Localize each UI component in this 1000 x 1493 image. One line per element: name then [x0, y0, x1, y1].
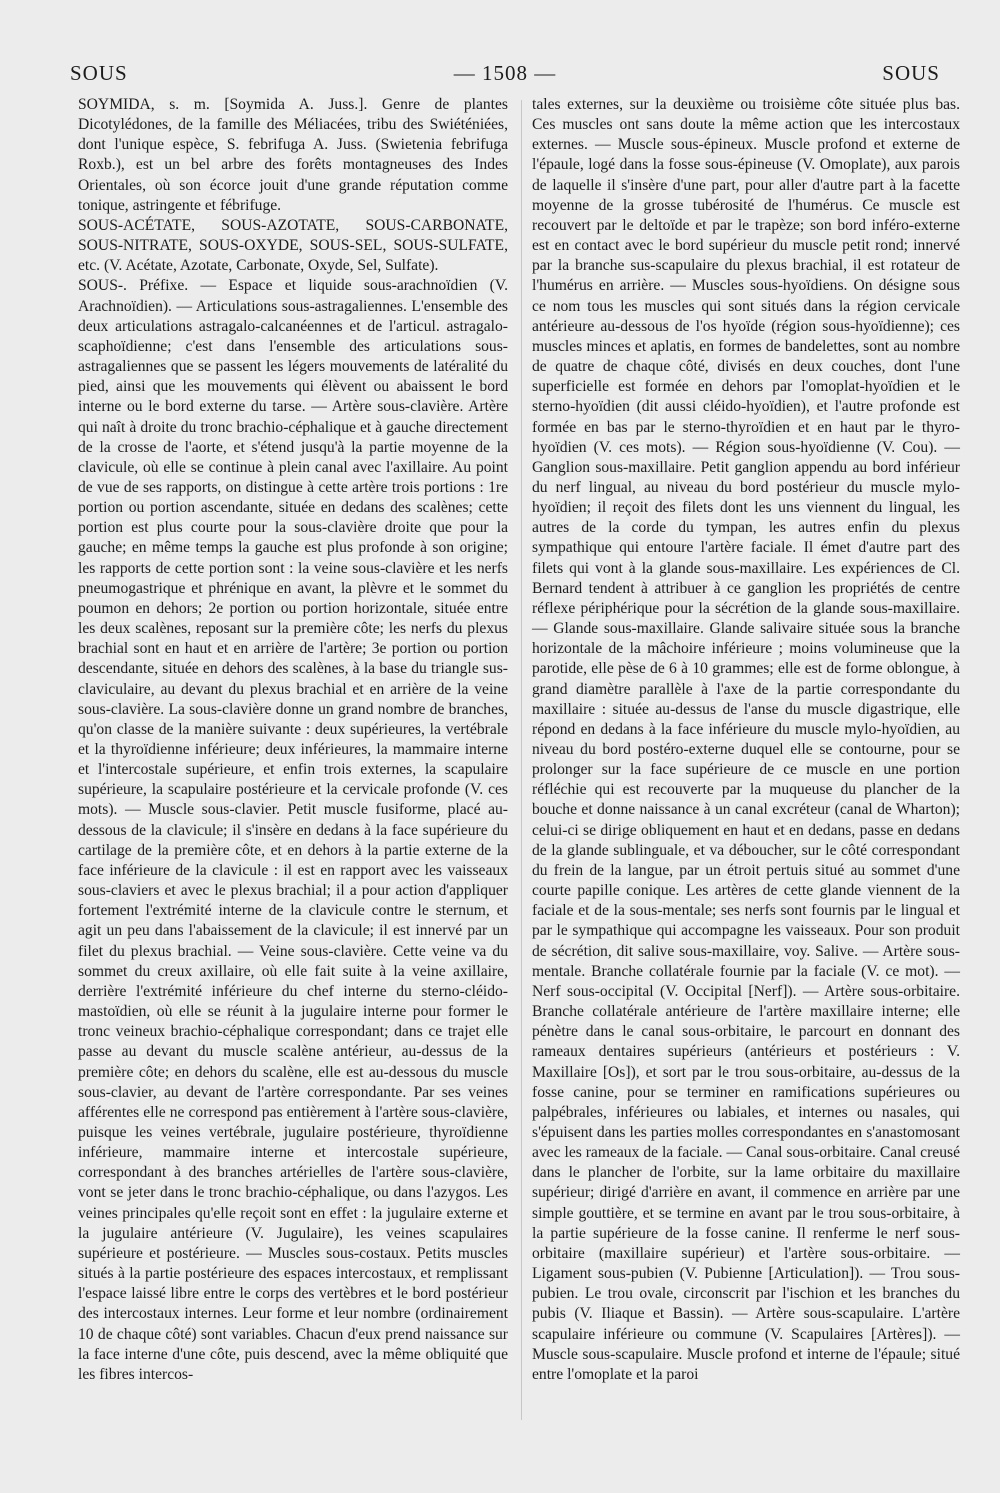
right-column: [532, 95, 960, 1385]
entry-sous-salts: SOUS-ACÉTATE, SOUS-AZOTATE, SOUS-CARBONATE, SOUS-NITRATE, SOUS-OXYDE, SOUS-SEL, SOUS-SULFATE, etc. (V. Acétate, Azotate, Carbonate, Oxyde, Sel, Sulfate).: [78, 216, 508, 275]
entry-sous-prefix: SOUS-. Préfixe. — Espace et liquide sous-arachnoïdien (V. Arachnoïdien). — Articulations sous-astragaliennes. L'ensemble des deux articulations astragalo-calcanéennes et de l'articul. astragalo-scaphoïdienne; c'est dans l'ensemble des articulations sous-astragaliennes que se passent les légers mouvements de latéralité du pied, ainsi que les mouvements qui élèvent ou abaissent le bord interne ou le bord externe du tarse. — Artère sous-clavière. Artère qui naît à droite du tronc brachio-céphalique et à gauche directement de la crosse de l'aorte, et s'étend jusqu'à la partie moyenne de la clavicule, où elle se continue à plein canal avec l'axillaire. Au point de vue de ses rapports, on distingue à cette artère trois portions : 1re portion ou portion ascendante, située en dedans des scalènes; cette portion est plus courte pour la sous-clavière droite que pour la gauche; en même temps la gauche est plus profonde à son origine; les rapports de cette portion sont : la veine sous-clavière et les nerfs pneumogastrique et phrénique en avant, la plèvre et le sommet du poumon en dehors; 2e portion ou portion horizontale, située entre les deux scalènes, reposant sur la première côte; les nerfs du plexus brachial sont en haut et en arrière de l'artère; 3e portion ou portion descendante, située en dehors des scalènes, à la base du triangle sus-claviculaire, au devant du plexus brachial et en arrière de la veine sous-clavière. La sous-clavière donne un grand nombre de branches, qu'on classe de la manière suivante : deux supérieures, la vertébrale et la thyroïdienne inférieure; deux inférieures, la mammaire interne et l'intercostale supérieure, et enfin trois externes, la scapulaire supérieure, la scapulaire postérieure et la cervicale profonde (V. ces mots). — Muscle sous-clavier. Petit muscle fusiforme, placé au-dessous de la clavicule; il s'insère en dedans à la face supérieure du cartilage de la première côte, et en dehors à la partie externe de la face inférieure de la clavicule : il est en rapport avec les vaisseaux sous-claviers et avec le plexus brachial; il a pour action d'appliquer fortement l'extrémité interne de la clavicule contre le sternum, et agit un peu dans l'abaissement de la clavicule; il est innervé par un filet du plexus brachial. — Veine sous-clavière. Cette veine va du sommet du creux axillaire, où elle fait suite à la veine axillaire, derrière l'extrémité inférieure du chef interne du sterno-cléido-mastoïdien, où elle se réunit à la jugulaire interne pour former le tronc veineux brachio-céphalique correspondant; dans ce trajet elle passe au devant du muscle scalène antérieur, au-dessus de la première côte; en dehors du scalène, elle est au-dessous du muscle sous-clavier, au devant de l'artère correspondante. Par ses veines afférentes elle ne correspond pas entièrement à l'artère sous-clavière, puisque les veines vertébrale, jugulaire postérieure, thyroïdienne inférieure, mammaire interne et intercostale supérieure, correspondant à des branches artérielles de l'artère sous-clavière, vont se jeter dans le tronc brachio-céphalique, ou dans l'azygos. Les veines principales qu'elle reçoit sont en effet : la jugulaire externe et la jugulaire antérieure (V. Jugulaire), les veines scapulaires supérieure et postérieure. — Muscles sous-costaux. Petits muscles situés à la partie postérieure des espaces intercostaux, et remplissant l'espace laissé libre entre le corps des vertèbres et le bord postérieur des intercostaux internes. Leur forme et leur nombre (ordinairement 10 de chaque côté) sont variables. Chacun d'eux prend naissance sur la face interne d'une côte, puis descend, avec la même obliquité que les fibres intercos-: [78, 277, 508, 1383]
entry-soymida: SOYMIDA, s. m. [Soymida A. Juss.]. Genre de plantes Dicotylédones, de la famille des Méliacées, tribu des Swiéténiées, dont l'unique espèce, S. febrifuga A. Juss. (Swietenia febrifuga Roxb.), est un bel arbre des forêts montagneuses des Indes Orientales, où son écorce jouit d'une grande réputation comme tonique, astringente et fébrifuge.: [78, 96, 508, 214]
page-number: — 1508 —: [453, 60, 557, 85]
running-header: [70, 58, 940, 88]
left-column: [78, 95, 508, 1385]
header-left-word: SOUS: [70, 60, 128, 85]
entry-continuation: tales externes, sur la deuxième ou troisième côte située plus bas. Ces muscles ont sans doute la même action que les intercostaux externes. — Muscle sous-épineux. Muscle profond et externe de l'épaule, logé dans la fosse sous-épineuse (V. Omoplate), aux parois de laquelle il s'insère d'une part, pour aller d'autre part à la facette moyenne de la grosse tubérosité de l'humérus. Ce muscle est recouvert par le deltoïde et par le trapèze; son bord inféro-externe est en contact avec le bord supérieur du muscle petit rond; innervé par la branche sus-scapulaire du plexus brachial, il est rotateur de l'humérus en arrière. — Muscles sous-hyoïdiens. On désigne sous ce nom tous les muscles qui sont situés dans la région cervicale antérieure au-dessous de l'os hyoïde (région sous-hyoïdienne); ces muscles minces et aplatis, en formes de bandelettes, sont au nombre de quatre de chaque côté, divisés en deux couches, dont l'une superficielle est formée en dehors par l'omoplat-hyoïdien et le sterno-hyoïdien (dit aussi cléido-hyoïdien), et l'autre profonde est formée en bas par le sterno-thyroïdien et en haut par le thyro-hyoïdien (V. ces mots). — Région sous-hyoïdienne (V. Cou). — Ganglion sous-maxillaire. Petit ganglion appendu au bord inférieur du nerf lingual, au niveau du bord postérieur du muscle mylo-hyoïdien; il reçoit des filets dont les uns viennent du lingual, les autres de la corde du tympan, les autres enfin du plexus sympathique qui entoure l'artère faciale. Il émet d'autre part des filets qui vont à la glande sous-maxillaire. Les expériences de Cl. Bernard tendent à attribuer à ce ganglion les propriétés de centre réflexe périphérique pour la sécrétion de la glande sous-maxillaire. — Glande sous-maxillaire. Glande salivaire située sous la branche horizontale de la mâchoire inférieure ; moins volumineuse que la parotide, elle pèse de 6 à 10 grammes; elle est de forme oblongue, à grand diamètre parallèle à l'axe de la partie correspondante du maxillaire : située au-dessus de l'anse du muscle digastrique, elle répond en dedans à la face inférieure du muscle mylo-hyoïdien, au niveau du bord postéro-externe duquel elle se contourne, pour se prolonger sur la face supérieure de ce muscle en une portion réfléchie qui est recouverte par la muqueuse du plancher de la bouche et donne naissance à un canal excréteur (canal de Wharton); celui-ci se dirige obliquement en haut et en dedans, passe en dedans de la glande sublinguale, et va déboucher, sur le côté correspondant du frein de la langue, par un étroit pertuis situé au sommet d'une courte papille conique. Les artères de cette glande viennent de la faciale et de la sous-mentale; ses nerfs sont fournis par le lingual et par le sympathique qui accompagne les vaisseaux. Pour son produit de sécrétion, dit salive sous-maxillaire, voy. Salive. — Artère sous-mentale. Branche collatérale fournie par la faciale (V. ce mot). — Nerf sous-occipital (V. Occipital [Nerf]). — Artère sous-orbitaire. Branche collatérale antérieure de l'artère maxillaire interne; elle pénètre dans le canal sous-orbitaire, le parcourt en donnant des rameaux dentaires supérieurs (antérieurs et postérieurs : V. Maxillaire [Os]), et sort par le trou sous-orbitaire, au-dessus de la fosse canine, pour se terminer en ramifications supérieures ou palpébrales, inférieures ou labiales, et internes ou nasales, qui s'épuisent dans les parties molles correspondantes en s'anastomosant avec les rameaux de la faciale. — Canal sous-orbitaire. Canal creusé dans le plancher de l'orbite, sur la lame orbitaire du maxillaire supérieur; dirigé d'arrière en avant, il commence en arrière par une simple gouttière, et se termine en avant par le trou sous-orbitaire, à la partie supérieure de la fosse canine. Il renferme le nerf sous-orbitaire (maxillaire supérieur) et l'artère sous-orbitaire. — Ligament sous-pubien (V. Pubienne [Articulation]). — Trou sous-pubien. Le trou ovale, circonscrit par l'ischion et les branches du pubis (V. Iliaque et Bassin). — Artère sous-scapulaire. L'artère scapulaire inférieure ou commune (V. Scapulaires [Artères]). — Muscle sous-scapulaire. Muscle profond et interne de l'épaule; situé entre l'omoplate et la paroi: [532, 96, 960, 1383]
column-divider: [521, 100, 522, 1420]
header-right-word: SOUS: [882, 60, 940, 85]
